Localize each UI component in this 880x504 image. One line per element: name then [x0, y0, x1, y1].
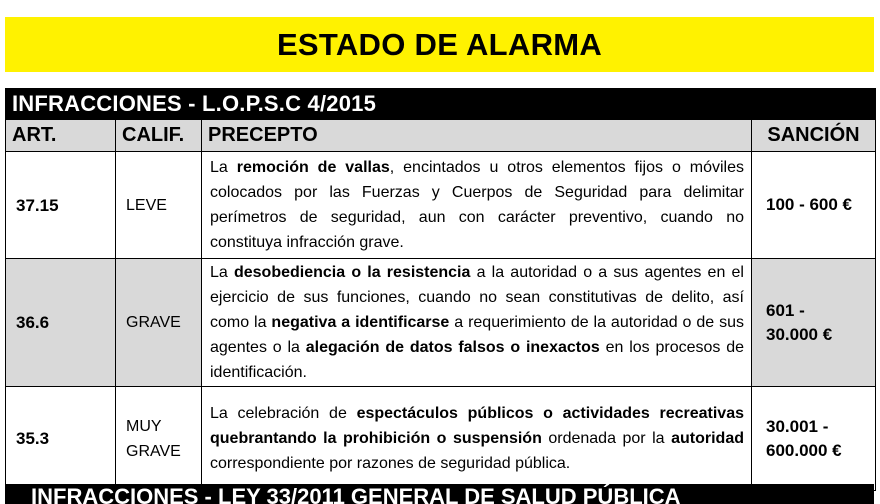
- cell-line: 601 -: [766, 300, 805, 320]
- body-text: La celebración de: [210, 405, 357, 422]
- calif-cell: [116, 387, 202, 491]
- cell-line: 600.000 €: [766, 440, 842, 460]
- col-header-sancion: SANCIÓN: [752, 120, 876, 152]
- body-text: correspondiente por razones de seguridad pública.: [210, 455, 571, 472]
- body-text: La: [210, 159, 237, 176]
- infracciones-table: [5, 88, 876, 491]
- calif-cell: [116, 259, 202, 387]
- emphasis-text: autoridad: [671, 430, 744, 447]
- col-header-art: ART.: [6, 120, 116, 152]
- table-row: [6, 387, 876, 491]
- emphasis-text: remoción de vallas: [236, 159, 390, 176]
- section-title: INFRACCIONES - L.O.P.S.C 4/2015: [6, 89, 876, 120]
- body-text: La: [210, 264, 234, 281]
- col-header-calif: CALIF.: [116, 120, 202, 152]
- cell-line: GRAVE: [126, 314, 181, 331]
- emphasis-text: desobediencia o la resistencia: [233, 264, 471, 281]
- body-text: a requerimiento de la autoridad o de sus agentes o la: [210, 314, 744, 356]
- art-cell: 37.15: [6, 152, 116, 259]
- next-section-header: [5, 484, 874, 504]
- column-header-row: [6, 120, 876, 152]
- section-header: [6, 89, 876, 120]
- page-title-banner: [5, 17, 874, 72]
- next-section-title: INFRACCIONES - LEY 33/2011 GENERAL DE SALUD PÚBLICA: [31, 484, 681, 504]
- cell-line: 30.000 €: [766, 324, 833, 344]
- sancion-cell: [752, 259, 876, 387]
- cell-line: 30.001 -: [766, 416, 829, 436]
- sancion-cell: [752, 387, 876, 491]
- top-strip: [0, 0, 880, 14]
- table-row: [6, 152, 876, 259]
- body-text: ordenada por la: [541, 430, 672, 447]
- emphasis-text: alegación de datos falsos o inexactos: [305, 339, 600, 356]
- calif-cell: [116, 152, 202, 259]
- body-text: , encintados u otros elementos fijos o móviles colocados por las Fuerzas y Cuerpos de Seguridad para delimitar perímetros de seguridad, aun con carácter preventivo, cuando no constituya infracción grave.: [210, 159, 745, 251]
- precepto-cell: [202, 259, 752, 387]
- col-header-precepto: PRECEPTO: [202, 120, 752, 152]
- emphasis-text: espectáculos públicos o actividades recreativas quebrantando la prohibición o suspensión: [210, 405, 745, 447]
- precepto-cell: [202, 152, 752, 259]
- cell-line: 100 - 600 €: [766, 195, 853, 214]
- body-text: a la autoridad o a sus agentes en el ejercicio de sus funciones, cuando no sean constitutivas de delito, así como la: [210, 264, 744, 331]
- art-cell: 35.3: [6, 387, 116, 491]
- table-row: [6, 259, 876, 387]
- precepto-cell: [202, 387, 752, 491]
- art-cell: 36.6: [6, 259, 116, 387]
- emphasis-text: negativa a identificarse: [271, 314, 450, 331]
- cell-line: GRAVE: [126, 442, 181, 460]
- sancion-cell: [752, 152, 876, 259]
- cell-line: MUY: [126, 417, 162, 435]
- body-text: en los procesos de identificación.: [210, 339, 745, 381]
- page-title: ESTADO DE ALARMA: [276, 26, 603, 62]
- cell-line: LEVE: [126, 196, 167, 214]
